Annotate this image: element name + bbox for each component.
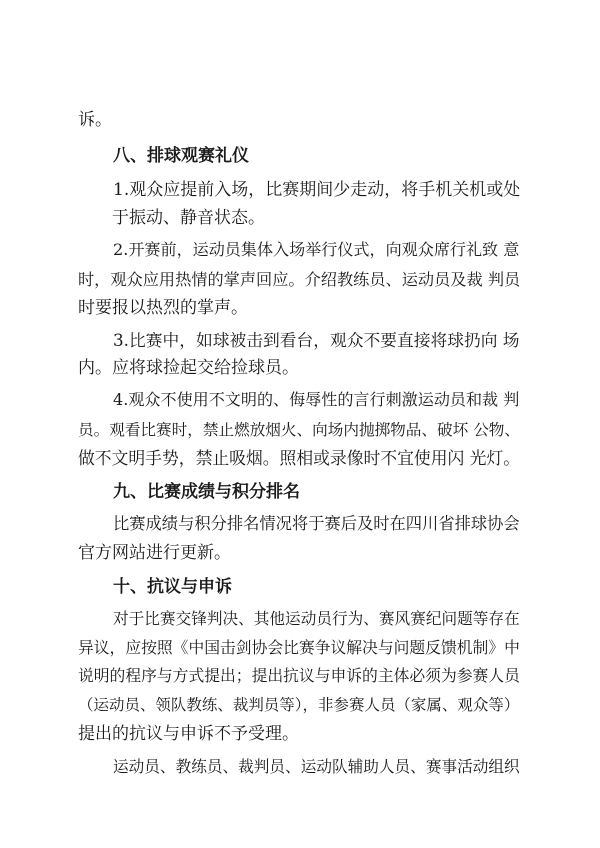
paragraph-line: 对于比赛交锋判决、其他运动员行为、赛风赛纪问题等存在	[113, 609, 520, 628]
paragraph-line: 员。观看比赛时，禁止燃放烟火、向场内抛掷物品、破坏 公物、	[78, 421, 521, 439]
paragraph-line: 官方网站进行更新。	[78, 543, 231, 563]
paragraph-line: 做不文明手势，禁止吸烟。照相或录像时不宜使用闪 光灯。	[78, 448, 521, 468]
paragraph-line: 时，观众应用热情的掌声回应。介绍教练员、运动员及裁 判员	[78, 270, 521, 289]
text-line-continuation: 诉。	[78, 110, 112, 130]
paragraph-line: 异议，应按照《中国击剑协会比赛争议解决与问题反馈机制》中	[78, 638, 520, 657]
paragraph-line: 比赛成绩与积分排名情况将于赛后及时在四川省排球协会	[113, 514, 520, 533]
paragraph-line: 1.观众应提前入场，比赛期间少走动，将手机关机或处	[113, 180, 521, 200]
paragraph-line: 3.比赛中，如球被击到看台，观众不要直接将球扔向 场	[113, 330, 520, 350]
paragraph-line: 于振动、静音状态。	[112, 208, 265, 228]
paragraph-line: 提出的抗议与申诉不予受理。	[78, 724, 299, 744]
paragraph-line: （运动员、领队教练、裁判员等），非参赛人员（家属、观众等）	[78, 696, 520, 714]
section-heading-9: 九、比赛成绩与积分排名	[113, 482, 300, 502]
paragraph-line: 4.观众不使用不文明的、侮辱性的言行刺激运动员和裁 判	[113, 390, 520, 409]
paragraph-line: 2.开赛前，运动员集体入场举行仪式，向观众席行礼致 意	[113, 240, 520, 259]
paragraph-line: 时要报以热烈的掌声。	[78, 298, 248, 318]
paragraph-line: 运动员、教练员、裁判员、运动队辅助人员、赛事活动组织	[113, 757, 520, 776]
paragraph-line: 说明的程序与方式提出；提出抗议与申诉的主体必须为参赛人员	[78, 666, 520, 685]
section-heading-10: 十、抗议与申诉	[113, 577, 232, 597]
paragraph-line: 内。应将球捡起交给捡球员。	[78, 358, 299, 378]
section-heading-8: 八、排球观赛礼仪	[113, 146, 249, 166]
